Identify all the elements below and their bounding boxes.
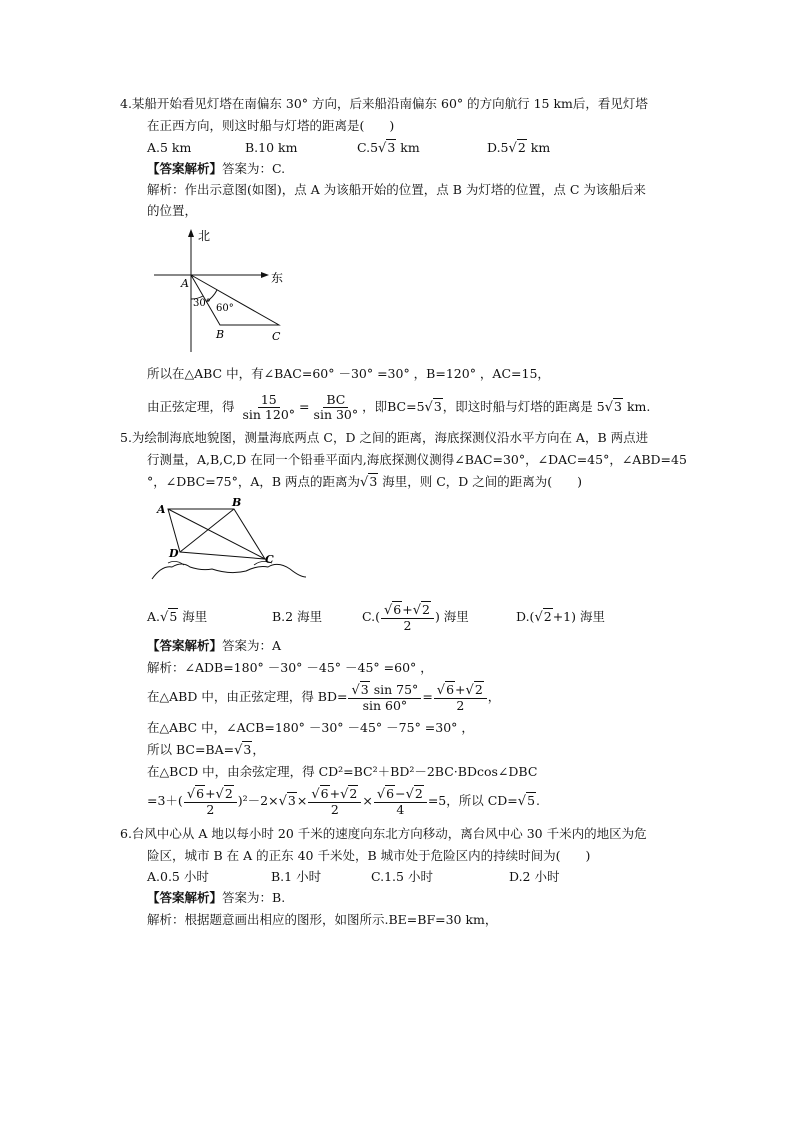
- q5-stem-line2: 行测量，A,B,C,D 在同一个铅垂平面内,海底探测仪测得∠BAC=30°，∠DAC=45°，∠ABD=45: [147, 452, 687, 467]
- point-b-label: B: [216, 328, 225, 341]
- q5-solution-line3: 在△ABC 中，∠ACB=180° －30° －45° －75° =30° ，: [147, 720, 474, 735]
- q6-stem-line2: 险区，城市 B 在 A 的正东 40 千米处，B 城市处于危险区内的持续时间为( ): [147, 848, 591, 863]
- point-a-label: A: [181, 277, 189, 290]
- q4-option-d: D.5√2 km: [487, 140, 551, 156]
- q5-solution-line5: 在△BCD 中，由余弦定理，得 CD²=BC²＋BD²－2BC·BDcos∠DBC: [147, 764, 538, 779]
- q6-option-b: B.1 小时: [271, 869, 322, 884]
- q5-solution-line2: 在△ABD 中，由正弦定理，得 BD= $\frac{√3 \sin 75^\circ}{\sin 60^\circ}$ = $\frac{√6+√2}{2}$ ，: [147, 681, 501, 713]
- q4-explanation-line2: 的位置，: [147, 203, 198, 218]
- q5-solution-line1: 解析：∠ADB=180° －30° －45° －45° =60° ，: [147, 660, 433, 675]
- q6-explanation-line1: 解析：根据题意画出相应的图形，如图所示.BE=BF=30 km，: [147, 912, 498, 927]
- q4-stem-line1: 4.某船开始看见灯塔在南偏东 30° 方向，后来船沿南偏东 60° 的方向航行 15 km后，看见灯塔: [120, 96, 648, 111]
- q4-stem-line2: 在正西方向，则这时船与灯塔的距离是( ): [147, 118, 395, 133]
- q5-answer: 【答案解析】答案为：A: [147, 638, 282, 653]
- angle-60-label: 60°: [216, 303, 234, 314]
- q5-diagram: [150, 495, 308, 587]
- q5-option-c: C.( $\frac{√6+√2}{2}$ ) 海里: [362, 601, 469, 633]
- q6-option-a: A.0.5 小时: [147, 869, 209, 884]
- q4-answer: 【答案解析】答案为：C.: [147, 161, 286, 176]
- q4-explanation-line4: 由正弦定理，得 $\frac{15}{\sin 120^\circ}$ = $\frac{BC}{\sin 30^\circ}$ ，即BC=5√3，即这时船与灯塔的距离是 5√3 km.: [147, 392, 651, 422]
- q5-option-d: D.(√2+1) 海里: [516, 609, 605, 625]
- east-label: 东: [271, 271, 284, 285]
- q5-option-b: B.2 海里: [272, 609, 323, 624]
- point-a-label: A: [157, 503, 166, 516]
- q4-option-a: A.5 km: [147, 140, 192, 155]
- q5-solution-line4: 所以 BC=BA=√3，: [147, 742, 265, 758]
- q4-option-b: B.10 km: [245, 140, 298, 155]
- q4-diagram: [150, 226, 295, 356]
- q5-stem-line3: °，∠DBC=75°，A，B 两点的距离为√3 海里，则 C，D 之间的距离为( ): [147, 474, 583, 490]
- q4-option-c: C.5√3 km: [357, 140, 420, 156]
- point-b-label: B: [232, 496, 242, 509]
- point-d-label: D: [169, 547, 179, 560]
- q5-stem-line1: 5.为绘制海底地貌图，测量海底两点 C，D 之间的距离，海底探测仪沿水平方向在 A，B 两点进: [120, 430, 649, 445]
- q6-answer: 【答案解析】答案为：B.: [147, 890, 286, 905]
- point-c-label: C: [265, 553, 274, 566]
- point-c-label: C: [272, 330, 281, 343]
- q6-option-d: D.2 小时: [509, 869, 560, 884]
- north-label: 北: [198, 229, 211, 243]
- angle-30-label: 30°: [193, 298, 211, 309]
- q6-stem-line1: 6.台风中心从 A 地以每小时 20 千米的速度向东北方向移动，离台风中心 30 千米内的地区为危: [120, 826, 647, 841]
- q5-solution-line6: =3＋( $\frac{√6+√2}{2}$ )²－2×√3× $\frac{√6+√2}{2}$ × $\frac{√6-√2}{4}$ =5，所以 CD=√5.: [147, 785, 541, 817]
- q4-explanation-line1: 解析：作出示意图(如图)，点 A 为该船开始的位置，点 B 为灯塔的位置，点 C 为该船后来: [147, 182, 646, 197]
- q5-option-a: A.√5 海里: [147, 609, 208, 625]
- q6-option-c: C.1.5 小时: [371, 869, 433, 884]
- q4-explanation-line3: 所以在△ABC 中，有∠BAC=60° －30° =30° ，B=120° ，AC=15，: [147, 366, 550, 381]
